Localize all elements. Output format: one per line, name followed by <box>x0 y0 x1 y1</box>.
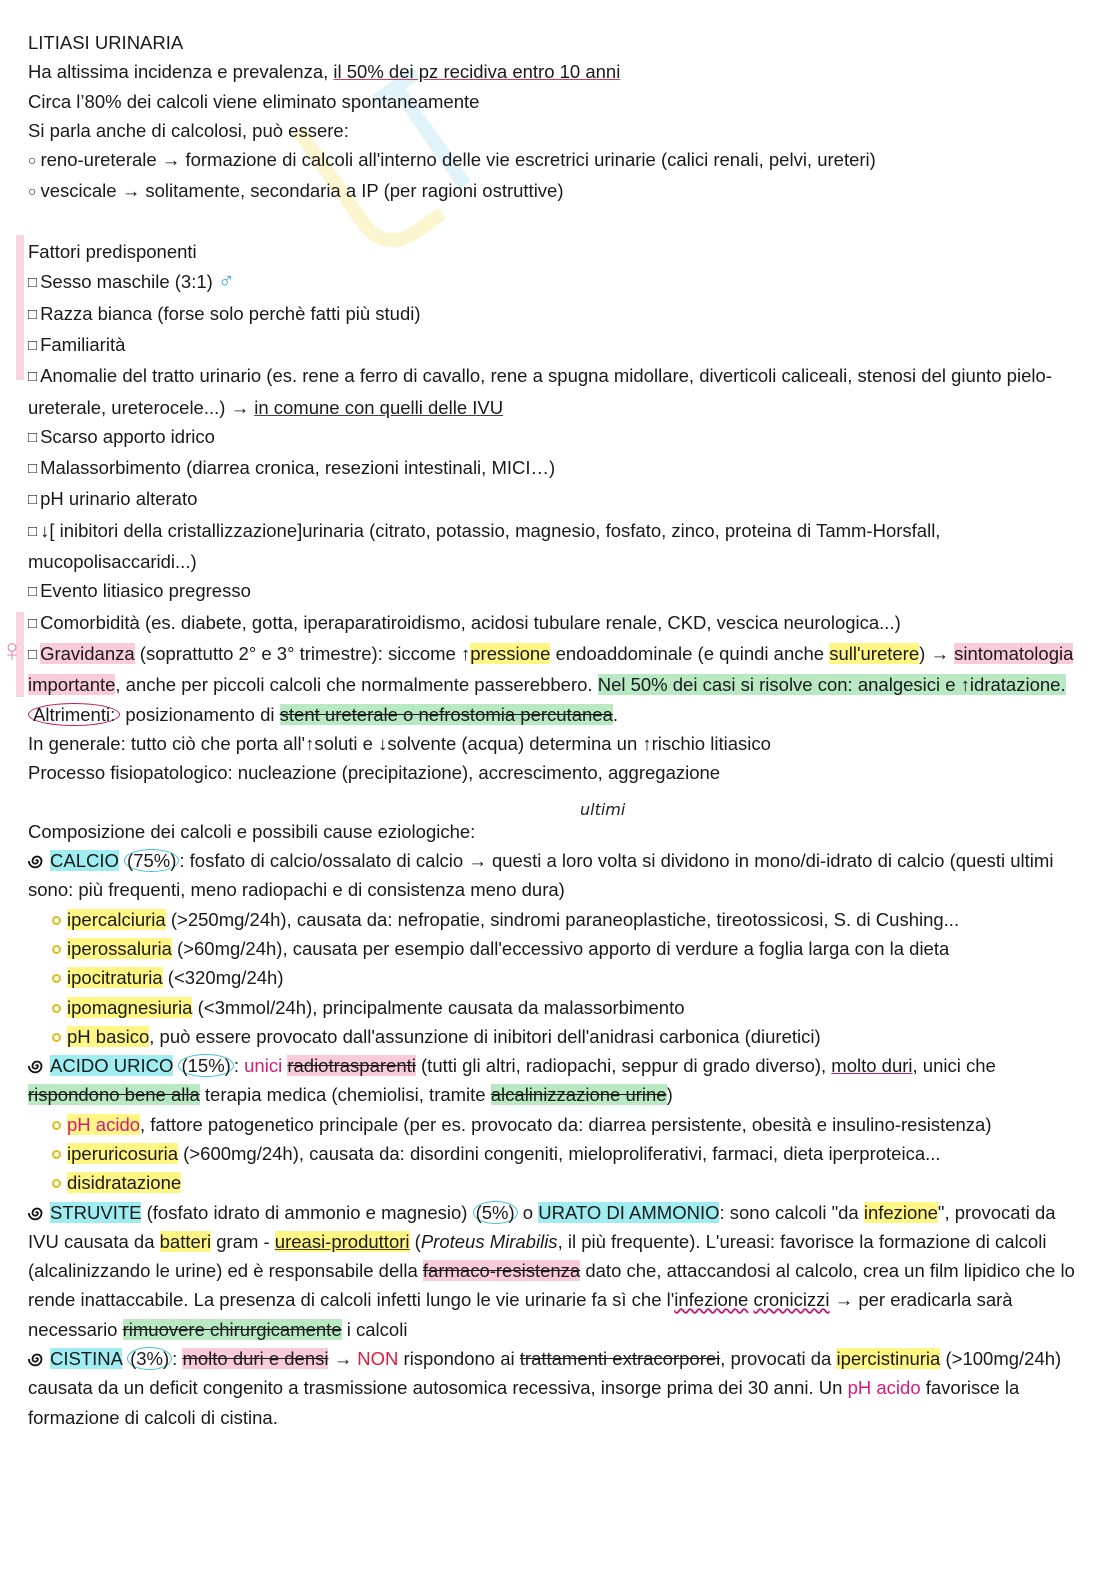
list-item: □ pH urinario alterato <box>28 484 1090 515</box>
intro-line-2: Circa l’80% dei calcoli viene eliminato spontaneamente <box>28 90 480 112</box>
list-item: ○ reno-ureterale → formazione di calcoli all'interno delle vie escretrici urinarie (calici renali, pelvi, ureteri) <box>28 145 1090 176</box>
list-item: □ Comorbidità (es. diabete, gotta, iperaparatiroidismo, acidosi tubulare renale, CKD, vescica neurologica...) <box>28 608 1090 639</box>
bullet-dot-icon <box>52 916 61 925</box>
list-item: □ Anomalie del tratto urinario (es. rene a ferro di cavallo, rene a spugna midollare, diverticoli caliceali, stenosi del giunto pielo-ureterale, ureterocele...) → in comune con quelli delle IVU <box>28 361 1090 422</box>
section-heading-fattori: Fattori predisponenti <box>28 241 197 263</box>
list-item: ○ vescicale → solitamente, secondaria a IP (per ragioni ostruttive) <box>28 176 1090 207</box>
swirl-bullet-icon <box>28 1057 46 1075</box>
bullet-dot-icon <box>52 974 61 983</box>
list-item: ipomagnesiuria (<3mmol/24h), principalmente causata da malassorbimento <box>28 993 1090 1022</box>
list-item: □ Razza bianca (forse solo perchè fatti più studi) <box>28 299 1090 330</box>
swirl-bullet-icon <box>28 1350 46 1368</box>
list-item: □ Scarso apporto idrico <box>28 422 1090 453</box>
handwritten-annotation: ultimi <box>580 800 626 819</box>
list-item: □ Evento litiasico pregresso <box>28 576 1090 607</box>
bullet-dot-icon <box>52 1179 61 1188</box>
section-heading-composizione: Composizione dei calcoli e possibili cause eziologiche: <box>28 820 476 842</box>
list-item: ipercalciuria (>250mg/24h), causata da: nefropatie, sindromi paraneoplastiche, tireotossicosi, S. di Cushing... <box>28 905 1090 934</box>
list-item: iperossaluria (>60mg/24h), causata per esempio dall'eccessivo apporto di verdure a foglia larga con la dieta <box>28 934 1090 963</box>
swirl-bullet-icon <box>28 1204 46 1222</box>
list-item: disidratazione <box>28 1168 1090 1197</box>
margin-highlight-fattori <box>16 235 24 380</box>
stone-type-struvite: STRUVITE (fosfato idrato di ammonio e magnesio) (5%) o URATO DI AMMONIO: sono calcoli "da infezione", provocati da IVU causata da batteri gram - ureasi-produttori (Proteus Mirabilis, il più frequente). L'ureasi: favorisce la formazione di calcoli (alcalinizzando le urine) ed è responsabile della farmaco-resistenza dato che, attaccandosi al calcolo, crea un film lipidico che lo rende inattaccabile. La presenza di calcoli infetti lungo le vie urinarie fa sì che l'infezione cronicizzi → per eradicarla sarà necessario rimuovere chirurgicamente i calcoli <box>28 1201 1075 1340</box>
bullet-dot-icon <box>52 945 61 954</box>
page-title: LITIASI URINARIA <box>28 32 184 53</box>
intro-line-3: Si parla anche di calcolosi, può essere: <box>28 119 349 141</box>
list-item: □ Malassorbimento (diarrea cronica, resezioni intestinali, MICI…) <box>28 453 1090 484</box>
intro-line-1: Ha altissima incidenza e prevalenza, il 50% dei pz recidiva entro 10 anni <box>28 61 621 83</box>
list-item-gravidanza: □ Gravidanza (soprattutto 2° e 3° trimestre): siccome ↑pressione endoaddominale (e quindi anche sull'uretere) → sintomatologia importante, anche per piccoli calcoli che normalmente passerebbero. Nel 50% dei casi si risolve con: analgesici e ↑idratazione. Altrimenti: posizionamento di stent ureterale o nefrostomia percutanea. <box>28 639 1090 729</box>
document-page <box>28 28 1090 1432</box>
female-symbol-icon: ♀ <box>0 632 24 668</box>
list-item: □ ↓[ inibitori della cristallizzazione]urinaria (citrato, potassio, magnesio, fosfato, zinco, proteina di Tamm-Horsfall, mucopolisaccaridi...) <box>28 516 1090 577</box>
list-item: □ Familiarità <box>28 330 1090 361</box>
list-item: pH acido, fattore patogenetico principale (per es. provocato da: diarrea persistente, obesità e insulino-resistenza) <box>28 1110 1090 1139</box>
list-item: □ Sesso maschile (3:1) ♂ <box>28 266 1090 298</box>
list-item: iperuricosuria (>600mg/24h), causata da: disordini congeniti, mieloproliferativi, farmaci, dieta iperproteica... <box>28 1139 1090 1168</box>
general-line: In generale: tutto ciò che porta all'↑soluti e ↓solvente (acqua) determina un ↑rischio litiasico <box>28 732 771 754</box>
swirl-bullet-icon <box>28 852 46 870</box>
male-symbol-icon: ♂ <box>217 268 235 294</box>
general-line: Processo fisiopatologico: nucleazione (precipitazione), accrescimento, aggregazione <box>28 762 721 784</box>
bullet-dot-icon <box>52 1033 61 1042</box>
bullet-dot-icon <box>52 1004 61 1013</box>
stone-type-calcio: CALCIO (75%) : fosfato di calcio/ossalato di calcio → questi a loro volta si dividono in mono/di-idrato di calcio (questi ultimi sono: più frequenti, meno radiopachi e di consistenza meno dura) <box>28 850 1054 901</box>
bullet-dot-icon <box>52 1121 61 1130</box>
bullet-dot-icon <box>52 1150 61 1159</box>
list-item: pH basico, può essere provocato dall'assunzione di inibitori dell'anidrasi carbonica (diuretici) <box>28 1022 1090 1051</box>
stone-type-cistina: CISTINA (3%) : molto duri e densi → NON rispondono ai trattamenti extracorporei, provocati da ipercistinuria (>100mg/24h) causata da un deficit congenito a trasmissione autosomica recessiva, insorge prima dei 30 anni. Un pH acido favorisce la formazione di calcoli di cistina. <box>28 1348 1062 1428</box>
list-item: ipocitraturia (<320mg/24h) <box>28 963 1090 992</box>
stone-type-acido-urico: ACIDO URICO (15%) : unici radiotrasparenti (tutti gli altri, radiopachi, seppur di grado diverso), molto duri, unici che rispondono bene alla terapia medica (chemiolisi, tramite alcalinizzazione urine) <box>28 1055 996 1106</box>
